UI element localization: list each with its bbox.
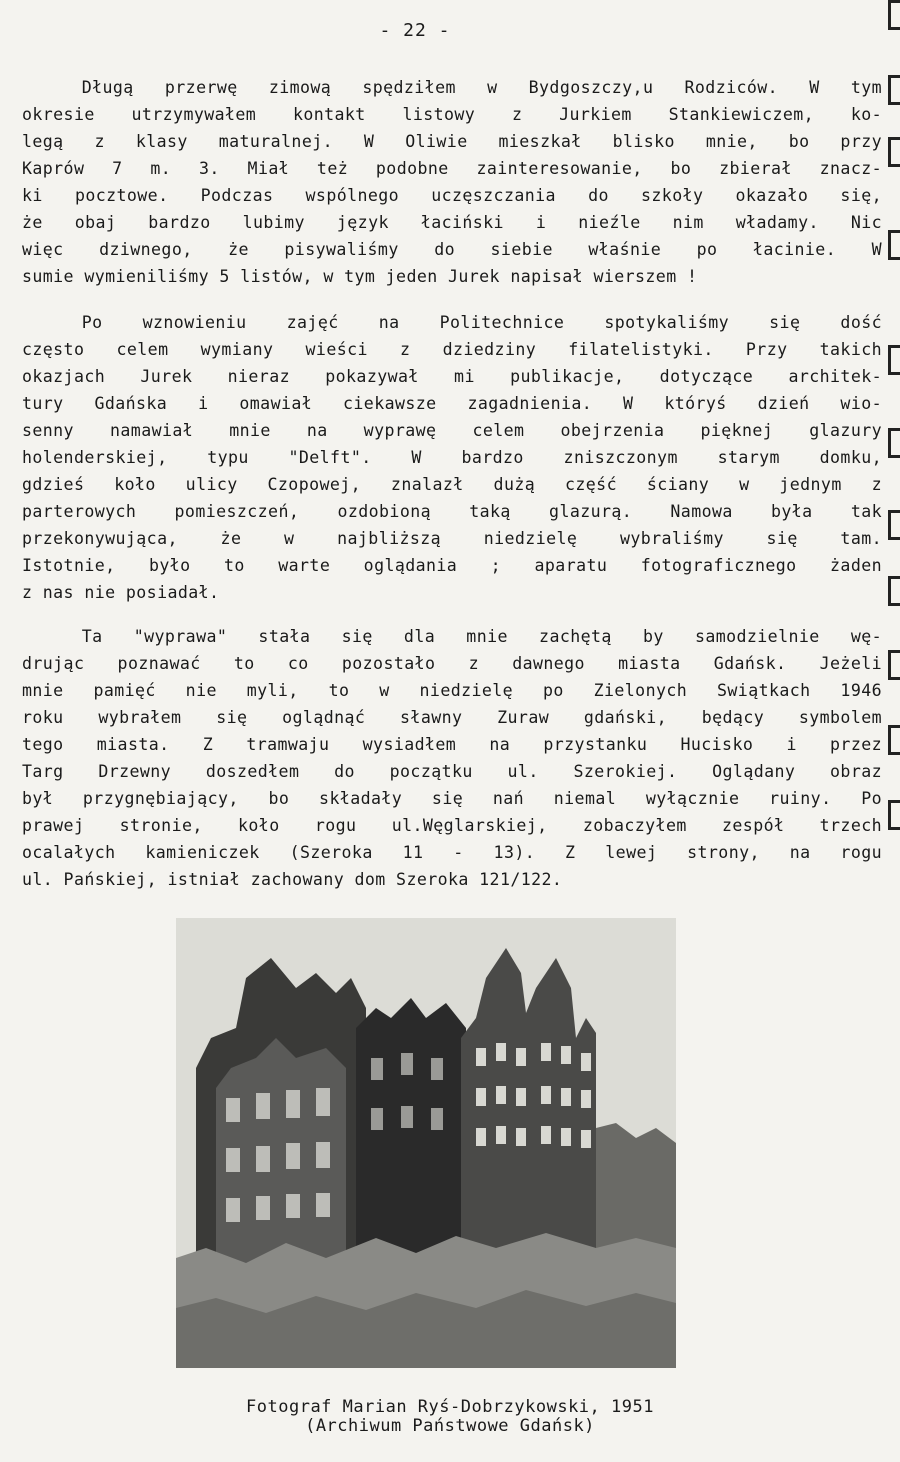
text-line: z nas nie posiadał. — [22, 583, 220, 602]
binder-mark — [888, 345, 900, 375]
text-line: Targ Drzewny doszedłem do początku ul. Szerokiej. Oglądany obraz — [22, 762, 882, 781]
binder-mark — [888, 137, 900, 167]
text-line: ki pocztowe. Podczas wspólnego uczęszczania do szkoły okazało się, — [22, 186, 882, 205]
photo-caption-author: Fotograf Marian Ryś-Dobrzykowski, 1951 — [246, 1397, 654, 1417]
paragraph-2 — [22, 309, 882, 606]
text-line: parterowych pomieszczeń, ozdobioną taką glazurą. Namowa była tak — [22, 502, 882, 521]
text-line: gdzieś koło ulicy Czopowej, znalazł dużą część ściany w jednym z — [22, 475, 882, 494]
text-line: Istotnie, było to warte oglądania ; aparatu fotograficznego żaden — [22, 556, 882, 575]
paragraph-1 — [22, 74, 882, 290]
binder-mark — [888, 650, 900, 680]
page-number: - 22 - — [379, 20, 451, 41]
text-line: legą z klasy maturalnej. W Oliwie mieszkał blisko mnie, bo przy — [22, 132, 882, 151]
text-line: okresie utrzymywałem kontakt listowy z Jurkiem Stankiewiczem, ko- — [22, 105, 882, 124]
binder-mark — [888, 230, 900, 260]
text-line: ocalałych kamieniczek (Szeroka 11 - 13). Z lewej strony, na rogu — [22, 843, 882, 862]
photo-caption-archive: (Archiwum Państwowe Gdańsk) — [305, 1416, 595, 1436]
text-line: roku wybrałem się oglądnąć sławny Zuraw gdański, będący symbolem — [22, 708, 882, 727]
text-line: senny namawiał mnie na wyprawę celem obejrzenia pięknej glazury — [22, 421, 882, 440]
binder-mark — [888, 800, 900, 830]
text-line: Długą przerwę zimową spędziłem w Bydgoszczy,u Rodziców. W tym — [81, 78, 882, 97]
text-line: tego miasta. Z tramwaju wysiadłem na przystanku Hucisko i przez — [22, 735, 882, 754]
binder-mark — [888, 725, 900, 755]
text-line: często celem wymiany wieści z dziedziny filatelistyki. Przy takich — [22, 340, 882, 359]
text-line: mnie pamięć nie myli, to w niedzielę po Zielonych Swiątkach 1946 — [22, 681, 882, 700]
text-line: tury Gdańska i omawiał ciekawsze zagadnienia. W któryś dzień wio- — [22, 394, 882, 413]
text-line: prawej stronie, koło rogu ul.Węglarskiej, zobaczyłem zespół trzech — [22, 816, 882, 835]
text-line: przekonywująca, że w najbliższą niedzielę wybraliśmy się tam. — [22, 529, 882, 548]
text-line: Po wznowieniu zajęć na Politechnice spotykaliśmy się dość — [81, 313, 882, 332]
binder-mark — [888, 510, 900, 540]
text-line: okazjach Jurek nieraz pokazywał mi publikacje, dotyczące architek- — [22, 367, 882, 386]
binder-mark — [888, 428, 900, 458]
text-line: drując poznawać to co pozostało z dawnego miasta Gdańsk. Jeżeli — [22, 654, 882, 673]
text-line: Ta "wyprawa" stała się dla mnie zachętą by samodzielnie wę- — [81, 627, 882, 646]
paragraph-3 — [22, 623, 882, 893]
text-line: ul. Pańskiej, istniał zachowany dom Szeroka 121/122. — [22, 870, 563, 889]
binder-mark — [888, 0, 900, 30]
binder-mark — [888, 75, 900, 105]
text-line: że obaj bardzo lubimy język łaciński i nieźle nim władamy. Nic — [22, 213, 882, 232]
text-line: sumie wymieniliśmy 5 listów, w tym jeden Jurek napisał wierszem ! — [22, 267, 698, 286]
binder-mark — [888, 576, 900, 606]
text-line: Kaprów 7 m. 3. Miał też podobne zainteresowanie, bo zbierał znacz- — [22, 159, 882, 178]
text-line: holenderskiej, typu "Delft". W bardzo zniszczonym starym domku, — [22, 448, 882, 467]
text-line: więc dziwnego, że pisywaliśmy do siebie właśnie po łacinie. W — [22, 240, 882, 259]
text-line: był przygnębiający, bo składały się nań niemal wyłącznie ruiny. Po — [22, 789, 882, 808]
ruins-photograph — [176, 918, 676, 1368]
